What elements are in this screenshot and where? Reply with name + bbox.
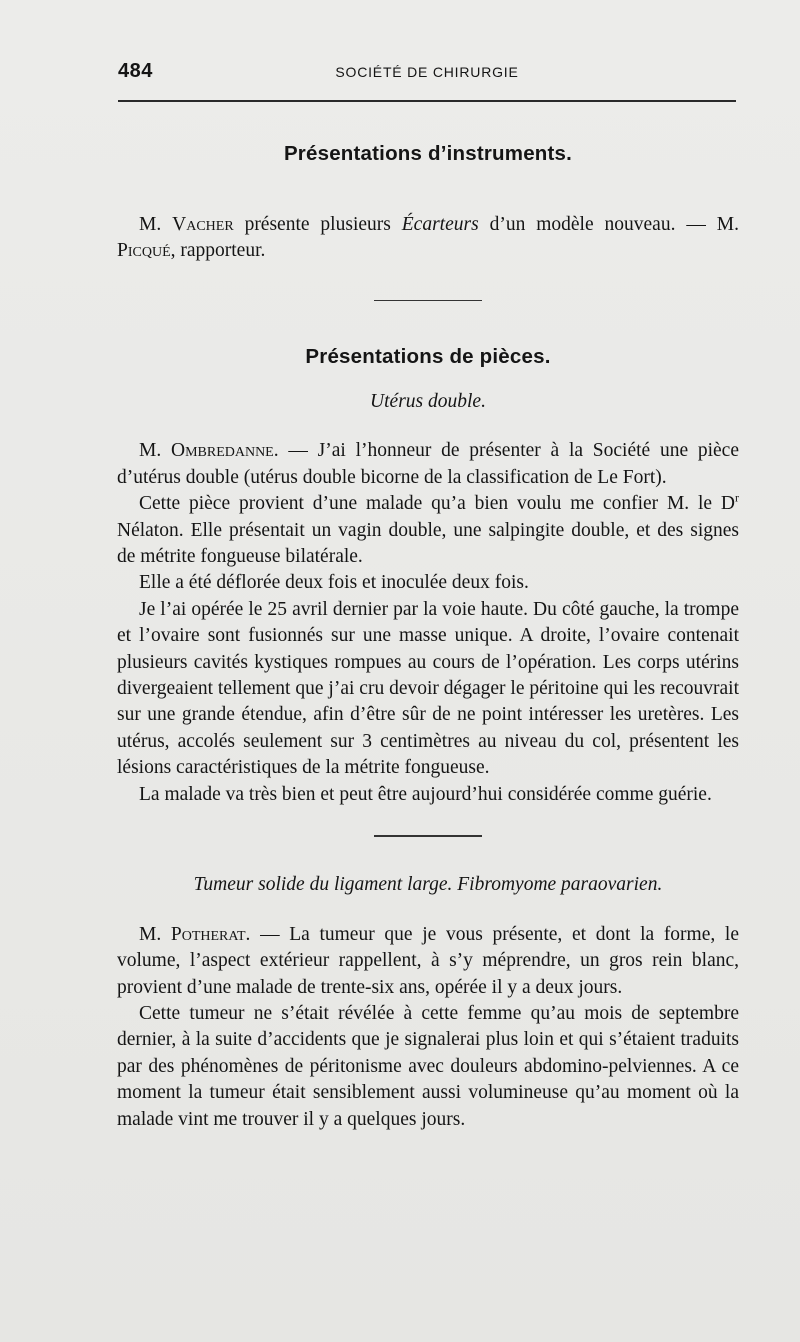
author-name-vacher: Vacher [172, 214, 234, 235]
author-name-ombredanne: Ombredanne [170, 440, 274, 462]
subtitle-tumeur-solide: Tumeur solide du ligament large. Fibromyome paraovarien. [193, 873, 663, 895]
paragraph-potherat: M. Potherat. — La tumeur que je vous présente, et dont la forme, le volume, l’aspect extérieur rappellent, à s’y méprendre, un gros rein blanc, provient d’une malade de trente-six ans, opérée il y a deux jours. [117, 923, 739, 998]
page-header [118, 60, 736, 88]
header-rule [118, 100, 736, 102]
author-name-potherat: Potherat [170, 923, 246, 945]
paragraph-nelaton: Cette pièce provient d’une malade qu’a bien voulu me confier M. le $D^r$ Nélaton. Elle présentait un vagin double, une salpingite double, et des signes de métrite fongueuse bilatérale. [117, 490, 739, 568]
paragraph-vacher: M. Vacher présente plusieurs Écarteurs d’un modèle nouveau. — M. Picqué, rapporteur. [117, 214, 739, 262]
paragraph-tumeur-revelee: Cette tumeur ne s’était révélée à cette femme qu’au mois de septembre dernier, à la suite d’accidents que je signalerai plus loin et qui s’étaient traduits par des phénomènes de péritonisme avec douleurs abdomino-pelviennes. A ce moment la tumeur était sensiblement aussi volumineuse qu’au moment où la malade vint me trouver il y a quelques jours. [117, 1002, 739, 1130]
separator-rule [374, 300, 482, 302]
separator-rule [374, 835, 482, 837]
paragraph-defloree: Elle a été déflorée deux fois et inoculée deux fois. [139, 572, 529, 594]
italic-ecarteurs: Écarteurs [401, 214, 479, 235]
paragraph-guerie: La malade va très bien et peut être aujourd’hui considérée comme guérie. [139, 783, 712, 805]
author-name-picque: Picqué [117, 240, 171, 262]
running-head: SOCIÉTÉ DE CHIRURGIE [335, 64, 519, 80]
page-body [117, 128, 739, 1133]
subtitle-uterus-double: Utérus double. [370, 391, 486, 413]
page-number: 484 [118, 60, 153, 82]
paragraph-operation: Je l’ai opérée le 25 avril dernier par la voie haute. Du côté gauche, la trompe et l’ovaire sont fusionnés sur une masse unique. A droite, l’ovaire contenait plusieurs cavités kystiques rompues au cours de l’opération. Les corps utérins divergeaient tellement que j’ai cru devoir dégager le péritoine qui les recouvrait sur une grande étendue, afin d’être sûr de ne point intéresser les uretères. Les utérus, accolés seulement sur 3 centimètres au niveau du col, présentent les lésions caractéristiques de la métrite fongueuse. [117, 598, 739, 779]
section-title-instruments: Présentations d’instruments. [283, 142, 573, 165]
section-title-pieces: Présentations de pièces. [305, 345, 551, 369]
paragraph-ombredanne: M. Ombredanne. — J’ai l’honneur de présenter à la Société une pièce d’utérus double (utérus double bicorne de la classification de Le Fort). [117, 440, 739, 488]
